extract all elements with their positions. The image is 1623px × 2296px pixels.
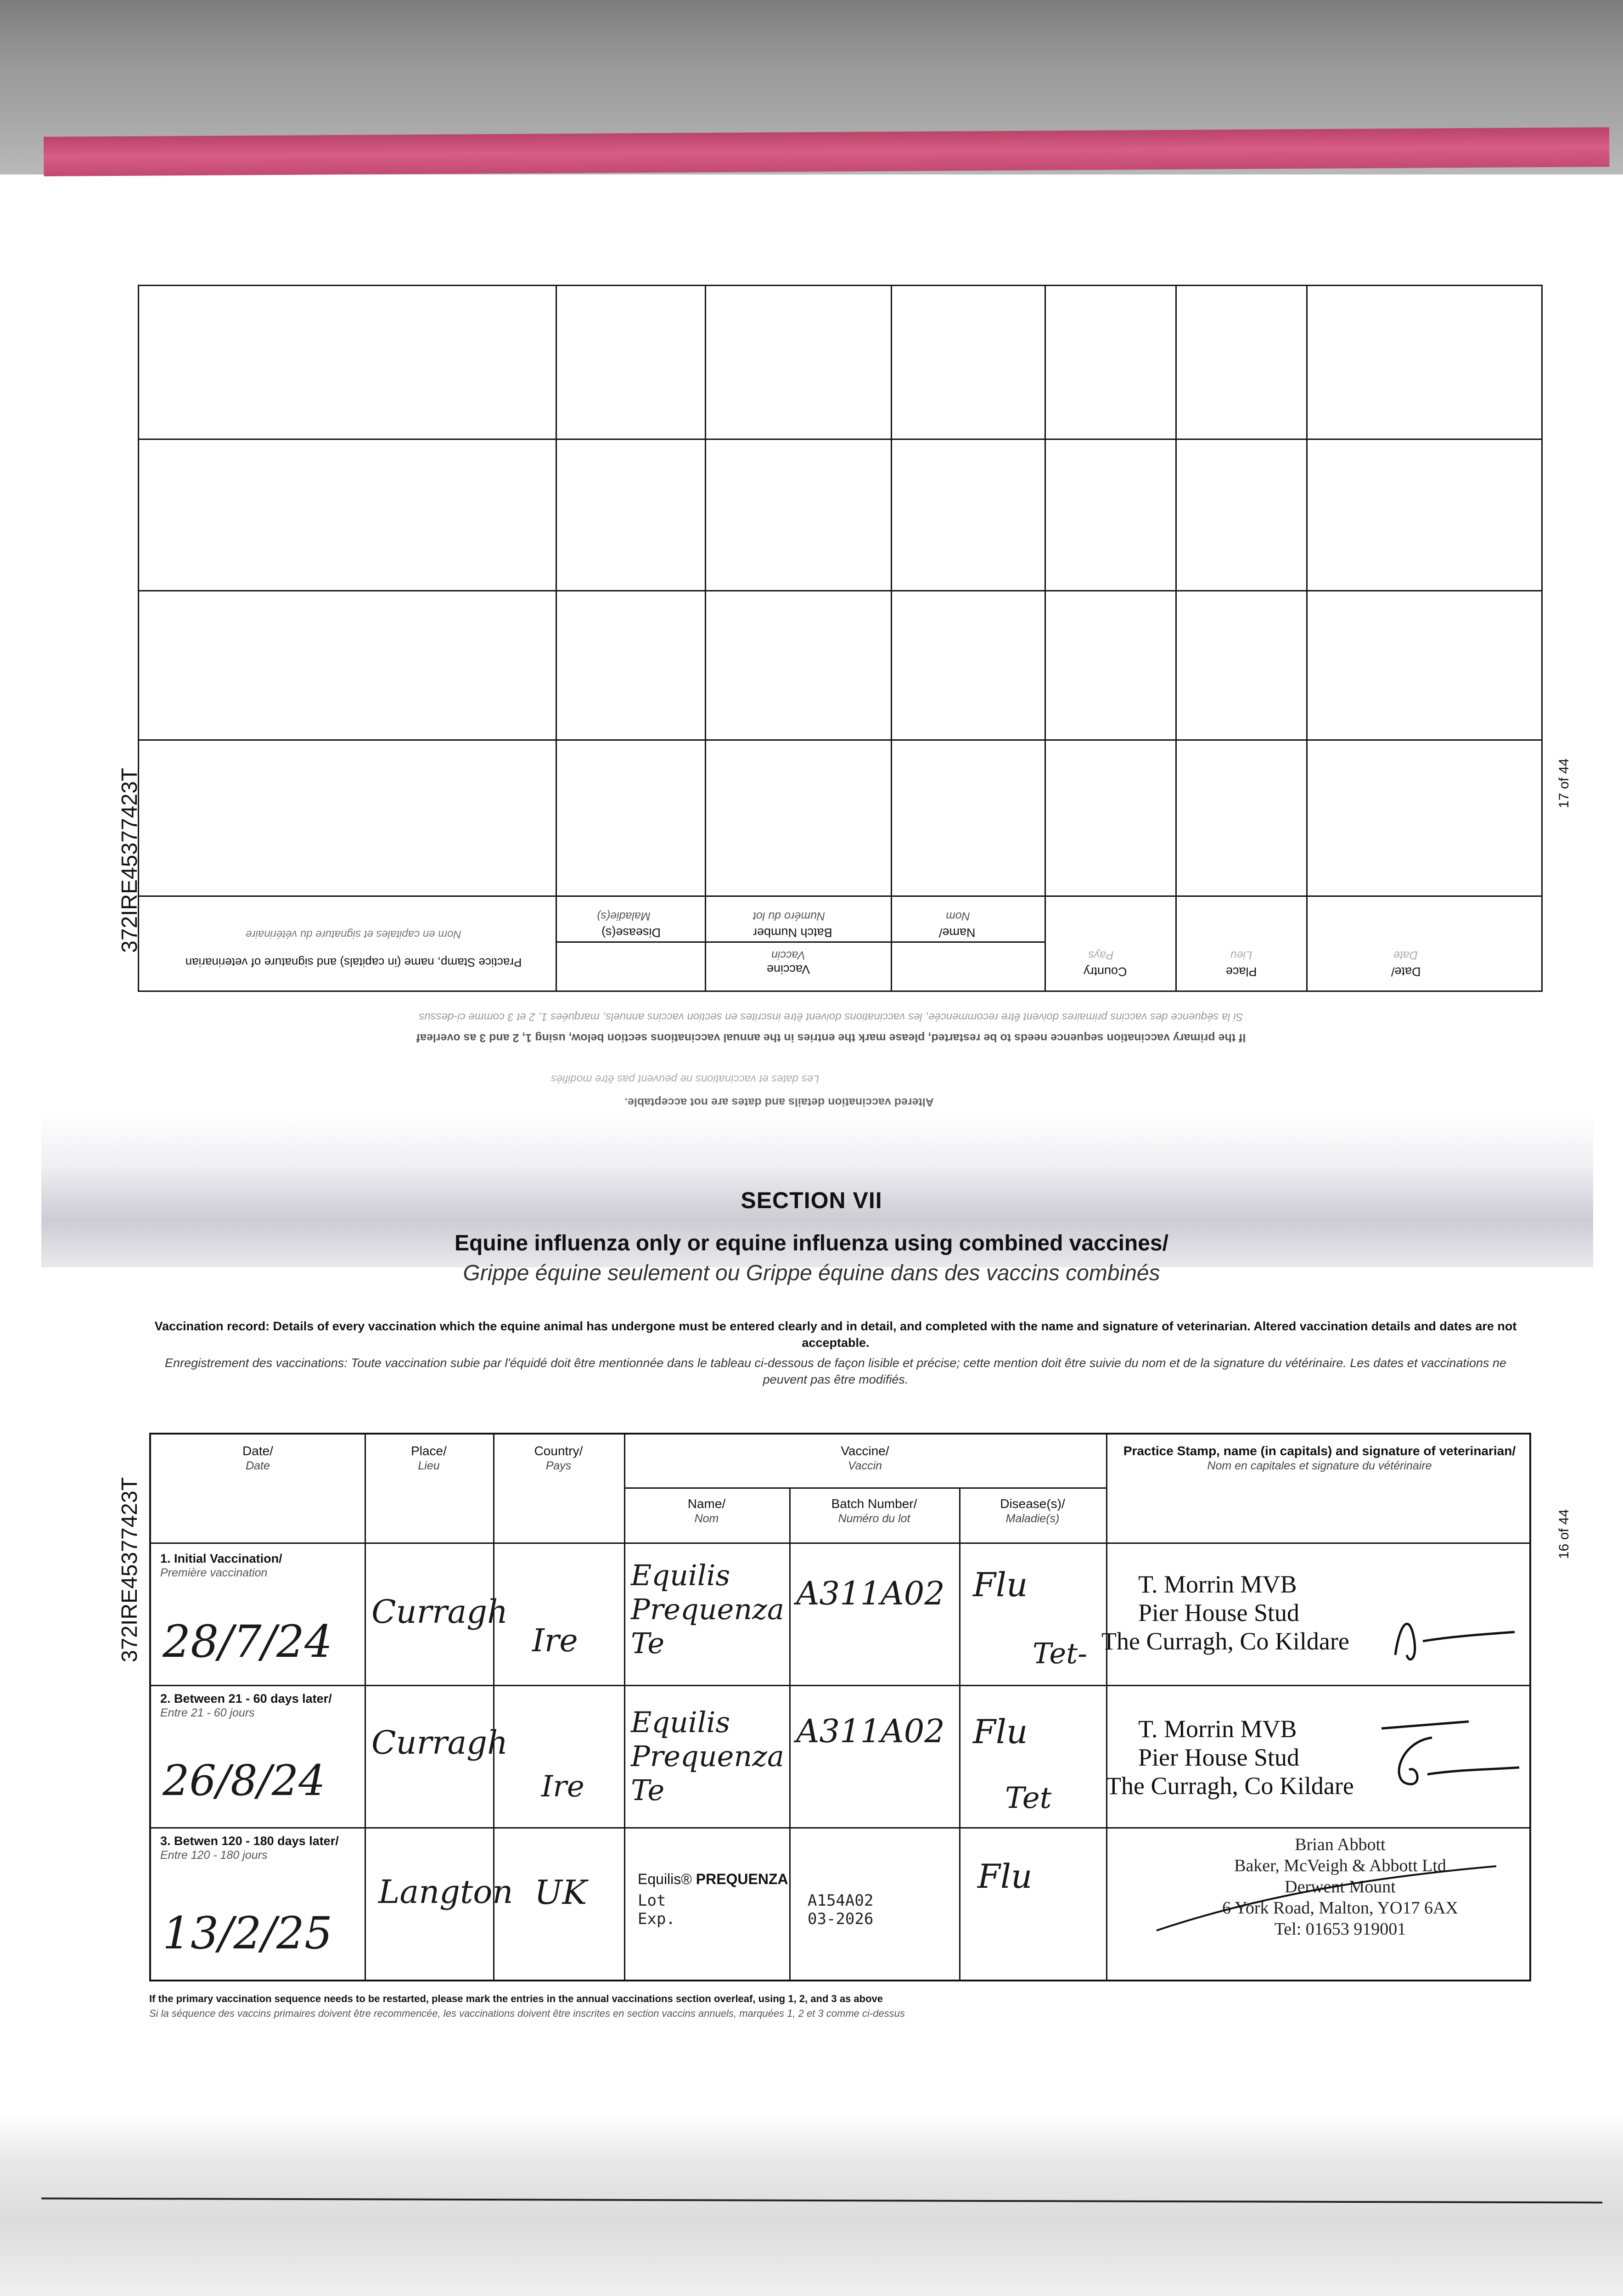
header-batch-fr: Numéro du lot (838, 1512, 910, 1525)
upper-side-id: 372IRE45377423T (118, 768, 142, 953)
row2-signature (1363, 1719, 1528, 1802)
row1-vaccine-name: Equilis Prequenza Te (631, 1559, 784, 1660)
upper-col-line (1306, 285, 1308, 992)
row3-exp-value: 03-2026 (808, 1910, 874, 1928)
col-line (789, 1487, 791, 1981)
upper-col-line (891, 285, 892, 992)
header-batch (789, 1497, 959, 1526)
upper-disease-fr: Maladie(s) (597, 910, 651, 923)
upper-page-table (138, 285, 1543, 1001)
upper-col-line (1045, 285, 1046, 992)
upper-name: Name/ (939, 926, 976, 940)
header-name-en: Name/ (687, 1497, 726, 1511)
row1-label-en: 1. Initial Vaccination/ (160, 1552, 282, 1565)
row3-disease: Flu (977, 1857, 1033, 1896)
row2-vet-stamp (1106, 1715, 1354, 1800)
row1-stamp-name: T. Morrin MVB (1138, 1570, 1297, 1598)
col-line (365, 1435, 366, 1981)
upper-row-line (556, 941, 1045, 943)
row3-stamp-line3: Derwent Mount (1285, 1877, 1396, 1896)
row3-stamp-line1: Brian Abbott (1295, 1835, 1386, 1854)
upper-country-fr: Pays (1088, 949, 1114, 962)
header-date (151, 1444, 365, 1473)
upper-col-line (1175, 285, 1177, 992)
row3-label-en: 3. Betwen 120 - 180 days later/ (160, 1834, 339, 1848)
header-vaccine-en: Vaccine/ (841, 1444, 889, 1458)
row-line (624, 1487, 1106, 1489)
upper-row-line (138, 739, 1543, 741)
row3-label-fr: Entre 120 - 180 jours (160, 1849, 268, 1862)
intro-fr: Enregistrement des vaccinations: Toute vaccination subie par l'équidé doit être mentionnée dans le tableau ci-dessous de façon lisible et précise; cette mention doit être suivie du nom et de la signature du vétérinaire. Les dates et vaccinations ne peuvent pas être modifiés. (165, 1356, 1506, 1386)
row1-label (160, 1552, 362, 1580)
upper-row-line (138, 590, 1543, 591)
upper-batch-fr: Numéro du lot (753, 910, 826, 923)
upper-row-line (138, 895, 1543, 897)
row3-label (160, 1834, 362, 1863)
upper-practice-fr: Nom en capitales et signature du vétérinaire (246, 928, 461, 940)
upper-disease: Disease(s) (601, 926, 661, 940)
row3-vaccine-label: Equilis® PREQUENZA (638, 1871, 788, 1887)
row3-country: UK (534, 1873, 587, 1912)
row3-lot-value: A154A02 (808, 1891, 874, 1910)
row3-exp-label: Exp. (638, 1910, 675, 1928)
upper-date-fr: Date (1393, 949, 1418, 962)
col-line (959, 1487, 960, 1981)
footer-note-en: If the primary vaccination sequence needs to be restarted, please mark the entries in the annual vaccinations section overleaf, using 1, 2, and 3 as above (149, 1993, 883, 2004)
upper-note-en: If the primary vaccination sequence needs to be restarted, please mark the entries in the annual vaccinations section below, using 1, 2 and 3 as overleaf (416, 1031, 1246, 1044)
header-place (365, 1444, 493, 1473)
row-line (151, 1542, 1531, 1544)
header-country-en: Country/ (534, 1444, 583, 1458)
upper-name-fr: Nom (946, 910, 970, 923)
row2-country: Ire (541, 1770, 584, 1804)
intro-en: Vaccination record: Details of every vaccination which the equine animal has undergone must be entered clearly and in detail, and completed with the name and signature of veterinarian. Altered vaccination details and dates are not acceptable. (154, 1319, 1517, 1350)
title-fr: Grippe équine seulement ou Grippe équine dans des vaccins combinés (463, 1261, 1160, 1285)
col-line (1106, 1435, 1107, 1981)
row2-label (160, 1692, 362, 1720)
row2-disease: Flu (973, 1712, 1028, 1751)
header-batch-en: Batch Number/ (831, 1497, 917, 1511)
row3-date: 13/2/25 (163, 1908, 333, 1959)
row3-product: Equilis (638, 1871, 681, 1887)
upper-page-number: 17 of 44 (1556, 758, 1572, 808)
upper-vaccine-fr: Vaccin (771, 949, 806, 962)
upper-note-altered-fr: Les dates et vaccinations ne peuvent pas être modifiés (551, 1073, 820, 1085)
header-practice (1111, 1444, 1528, 1473)
row1-place: Curragh (371, 1593, 508, 1631)
row1-stamp-line2: Pier House Stud (1138, 1599, 1299, 1626)
row3-stamp-line2: Baker, McVeigh & Abbott Ltd (1234, 1856, 1446, 1875)
header-place-en: Place/ (411, 1444, 447, 1458)
upper-col-line (556, 285, 557, 992)
upper-country: Country (1084, 965, 1127, 979)
row1-disease: Flu (973, 1565, 1028, 1604)
upper-practice: Practice Stamp, name (in capitals) and signature of veterinarian (185, 956, 522, 969)
upper-table-frame (138, 285, 1543, 992)
lower-side-id: 372IRE45377423T (118, 1477, 142, 1662)
upper-note-fr: Si la séquence des vaccins primaires doivent être recommencée, les vaccinations doivent être inscrites en section vaccins annuels, marquées 1, 2 et 3 comme ci-dessus (419, 1011, 1243, 1023)
row3-product-bold: PREQUENZA (696, 1871, 788, 1887)
header-disease-en: Disease(s)/ (1000, 1497, 1065, 1511)
row1-vet-stamp (1101, 1570, 1349, 1655)
header-name-fr: Nom (694, 1512, 719, 1525)
upper-place-fr: Lieu (1230, 949, 1252, 962)
row2-disease2: Tet (1005, 1781, 1052, 1815)
upper-batch: Batch Number (753, 926, 832, 940)
row2-label-fr: Entre 21 - 60 jours (160, 1706, 255, 1719)
row2-stamp-line2: Pier House Stud (1138, 1744, 1299, 1771)
title-en: Equine influenza only or equine influenza using combined vaccines/ (455, 1231, 1168, 1255)
header-disease-fr: Maladie(s) (1005, 1512, 1060, 1525)
row3-stamp-line4: 6 York Road, Malton, YO17 6AX (1222, 1898, 1458, 1918)
header-place-fr: Lieu (418, 1459, 440, 1472)
upper-note-altered: Altered vaccination details and dates are not acceptable. (624, 1096, 934, 1109)
section-title: SECTION VII (741, 1187, 882, 1213)
upper-vaccine: Vaccine (767, 962, 810, 976)
row-line (151, 1827, 1531, 1829)
vaccination-table (149, 1433, 1531, 1981)
footer-note-fr: Si la séquence des vaccins primaires doivent être recommencée, les vaccinations doivent être inscrites en section vaccins annuels, marquées 1, 2 et 3 comme ci-dessus (149, 2008, 905, 2019)
header-vaccine-fr: Vaccin (848, 1459, 882, 1472)
row2-vaccine-name: Equilis Prequenza Te (631, 1705, 784, 1807)
row1-disease2: Tet- (1033, 1637, 1088, 1670)
row1-country: Ire (532, 1623, 578, 1659)
row2-date: 26/8/24 (163, 1756, 326, 1805)
header-practice-fr: Nom en capitales et signature du vétérinaire (1207, 1459, 1432, 1472)
row3-place: Langton (378, 1873, 513, 1911)
header-practice-en: Practice Stamp, name (in capitals) and signature of veterinarian/ (1123, 1444, 1516, 1458)
header-disease (959, 1497, 1106, 1526)
row1-batch: A311A02 (796, 1575, 945, 1612)
upper-date: Date/ (1391, 965, 1421, 979)
row2-label-en: 2. Between 21 - 60 days later/ (160, 1692, 332, 1705)
row-line (151, 1685, 1531, 1686)
row3-lot-label: Lot (638, 1891, 666, 1910)
header-country-fr: Pays (545, 1459, 572, 1472)
row2-place: Curragh (371, 1724, 508, 1761)
row1-date: 28/7/24 (163, 1616, 333, 1667)
row2-stamp-name: T. Morrin MVB (1138, 1715, 1297, 1743)
lower-page-number: 16 of 44 (1556, 1509, 1572, 1559)
row3-signature (1147, 1848, 1515, 1940)
scanner-bottom-band (0, 2112, 1623, 2296)
header-date-en: Date/ (242, 1444, 273, 1458)
upper-col-line (705, 285, 706, 992)
upper-row-line (138, 439, 1543, 440)
row1-signature (1382, 1604, 1519, 1669)
header-name (624, 1497, 789, 1526)
row2-batch: A311A02 (796, 1712, 945, 1750)
header-country (493, 1444, 624, 1473)
header-vaccine (624, 1444, 1106, 1473)
row1-stamp-line3: The Curragh, Co Kildare (1101, 1627, 1349, 1655)
row2-stamp-line3: The Curragh, Co Kildare (1106, 1772, 1354, 1800)
row3-stamp-line5: Tel: 01653 919001 (1274, 1919, 1406, 1939)
header-date-fr: Date (246, 1459, 270, 1472)
upper-place: Place (1226, 965, 1257, 979)
row1-label-fr: Première vaccination (160, 1566, 268, 1579)
